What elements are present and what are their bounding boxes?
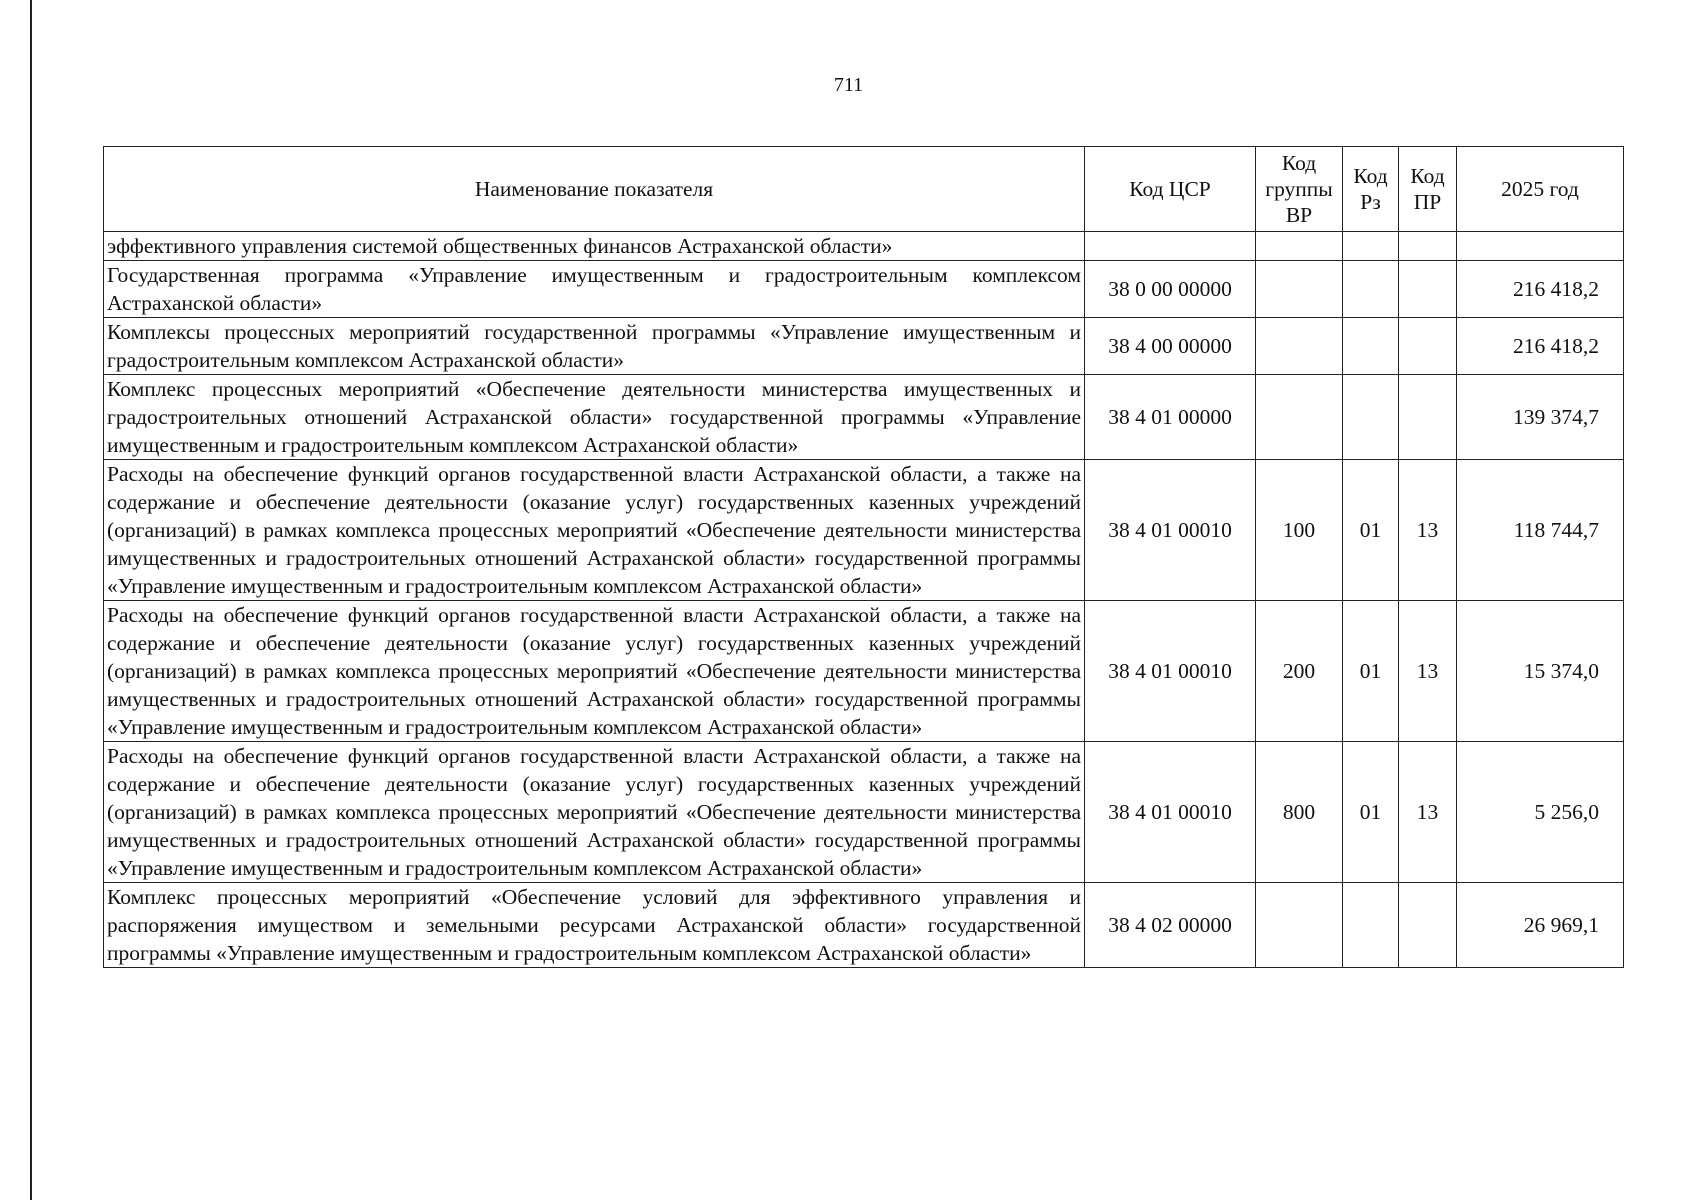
- row-vr: [1256, 318, 1343, 375]
- row-name: Государственная программа «Управление имущественным и градостроительным комплексом Астраханской области»: [104, 261, 1085, 318]
- row-vr: 100: [1256, 460, 1343, 601]
- column-header-name: Наименование показателя: [104, 147, 1085, 232]
- table-row: [104, 261, 1624, 318]
- row-csr: [1085, 232, 1256, 261]
- row-name: Комплексы процессных мероприятий государственной программы «Управление имущественным и градостроительным комплексом Астраханской области»: [104, 318, 1085, 375]
- row-rz: [1343, 261, 1399, 318]
- row-csr: 38 4 02 00000: [1085, 883, 1256, 968]
- row-rz: 01: [1343, 742, 1399, 883]
- row-pr: [1399, 261, 1457, 318]
- row-name: Комплекс процессных мероприятий «Обеспечение деятельности министерства имущественных и градостроительных отношений Астраханской области» государственной программы «Управление имущественным и градостроительным комплексом Астраханской области»: [104, 375, 1085, 460]
- row-vr: [1256, 261, 1343, 318]
- table-row: [104, 883, 1624, 968]
- binding-margin-line: [30, 0, 32, 1200]
- row-vr: [1256, 375, 1343, 460]
- row-amount: 216 418,2: [1457, 318, 1624, 375]
- row-pr: 13: [1399, 601, 1457, 742]
- row-pr: [1399, 232, 1457, 261]
- table-header-row: [104, 147, 1624, 232]
- row-pr: [1399, 318, 1457, 375]
- page-number: 711: [833, 74, 864, 96]
- column-header-year: 2025 год: [1457, 147, 1624, 232]
- row-csr: 38 4 00 00000: [1085, 318, 1256, 375]
- table-row: [104, 460, 1624, 601]
- row-amount: 118 744,7: [1457, 460, 1624, 601]
- row-amount: 15 374,0: [1457, 601, 1624, 742]
- row-amount: [1457, 232, 1624, 261]
- column-header-rz: Код Рз: [1343, 147, 1399, 232]
- row-pr: 13: [1399, 460, 1457, 601]
- row-rz: [1343, 883, 1399, 968]
- row-pr: [1399, 375, 1457, 460]
- row-vr: 200: [1256, 601, 1343, 742]
- row-vr: [1256, 232, 1343, 261]
- table-row: [104, 232, 1624, 261]
- row-pr: 13: [1399, 742, 1457, 883]
- row-amount: 216 418,2: [1457, 261, 1624, 318]
- row-name: Комплекс процессных мероприятий «Обеспечение условий для эффективного управления и распоряжения имуществом и земельными ресурсами Астраханской области» государственной программы «Управление имущественным и градостроительным комплексом Астраханской области»: [104, 883, 1085, 968]
- row-rz: 01: [1343, 460, 1399, 601]
- row-vr: [1256, 883, 1343, 968]
- row-name: Расходы на обеспечение функций органов государственной власти Астраханской области, а также на содержание и обеспечение деятельности (оказание услуг) государственных казенных учреждений (организаций) в рамках комплекса процессных мероприятий «Обеспечение деятельности министерства имущественных и градостроительных отношений Астраханской области» государственной программы «Управление имущественным и градостроительным комплексом Астраханской области»: [104, 742, 1085, 883]
- row-rz: [1343, 232, 1399, 261]
- budget-table: [103, 146, 1624, 968]
- row-vr: 800: [1256, 742, 1343, 883]
- column-header-csr: Код ЦСР: [1085, 147, 1256, 232]
- row-name: Расходы на обеспечение функций органов государственной власти Астраханской области, а также на содержание и обеспечение деятельности (оказание услуг) государственных казенных учреждений (организаций) в рамках комплекса процессных мероприятий «Обеспечение деятельности министерства имущественных и градостроительных отношений Астраханской области» государственной программы «Управление имущественным и градостроительным комплексом Астраханской области»: [104, 460, 1085, 601]
- row-rz: 01: [1343, 601, 1399, 742]
- column-header-vr: Код группы ВР: [1256, 147, 1343, 232]
- row-name: эффективного управления системой общественных финансов Астраханской области»: [104, 232, 1085, 261]
- column-header-pr: Код ПР: [1399, 147, 1457, 232]
- table-row: [104, 742, 1624, 883]
- row-amount: 139 374,7: [1457, 375, 1624, 460]
- row-amount: 5 256,0: [1457, 742, 1624, 883]
- row-csr: 38 0 00 00000: [1085, 261, 1256, 318]
- row-csr: 38 4 01 00010: [1085, 742, 1256, 883]
- row-rz: [1343, 318, 1399, 375]
- table-row: [104, 318, 1624, 375]
- row-csr: 38 4 01 00010: [1085, 601, 1256, 742]
- row-name: Расходы на обеспечение функций органов государственной власти Астраханской области, а также на содержание и обеспечение деятельности (оказание услуг) государственных казенных учреждений (организаций) в рамках комплекса процессных мероприятий «Обеспечение деятельности министерства имущественных и градостроительных отношений Астраханской области» государственной программы «Управление имущественным и градостроительным комплексом Астраханской области»: [104, 601, 1085, 742]
- row-csr: 38 4 01 00000: [1085, 375, 1256, 460]
- table-row: [104, 375, 1624, 460]
- table-row: [104, 601, 1624, 742]
- row-csr: 38 4 01 00010: [1085, 460, 1256, 601]
- row-rz: [1343, 375, 1399, 460]
- row-pr: [1399, 883, 1457, 968]
- row-amount: 26 969,1: [1457, 883, 1624, 968]
